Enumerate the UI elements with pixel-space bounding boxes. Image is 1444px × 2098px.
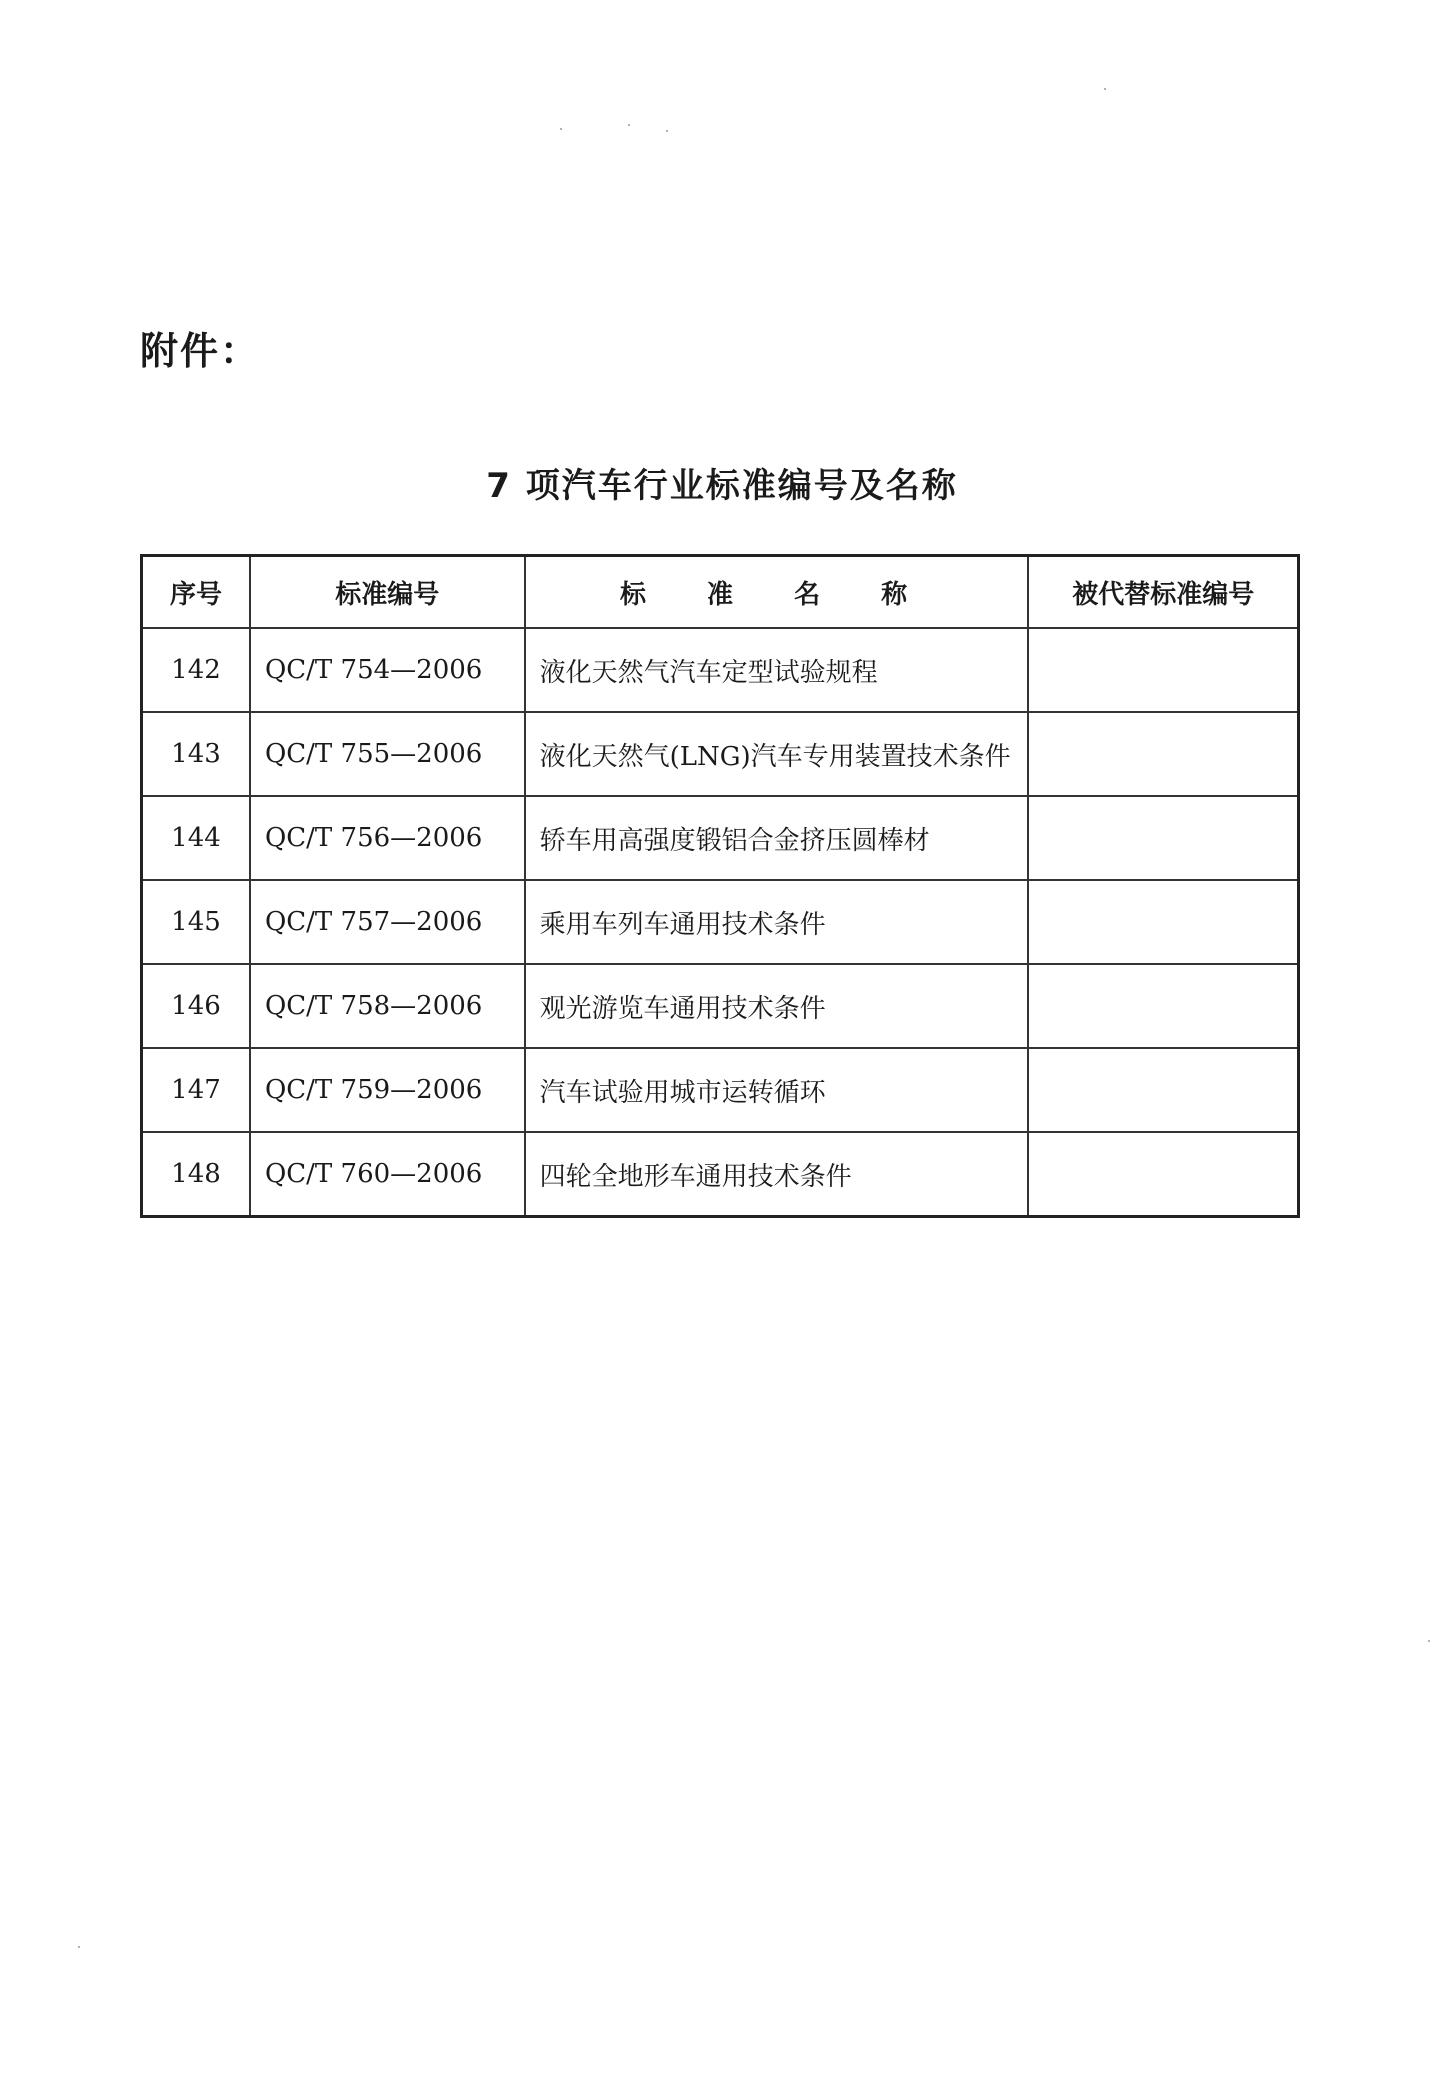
cell-seq: 147	[142, 1048, 250, 1132]
cell-replaced	[1028, 964, 1298, 1048]
cell-seq: 143	[142, 712, 250, 796]
header-name: 标 准 名 称	[525, 556, 1029, 629]
header-code: 标准编号	[250, 556, 525, 629]
cell-seq: 148	[142, 1132, 250, 1217]
cell-replaced	[1028, 712, 1298, 796]
cell-seq: 146	[142, 964, 250, 1048]
scan-speck	[1428, 1640, 1430, 1642]
table-header-row	[142, 556, 1299, 629]
standards-table	[140, 554, 1300, 1218]
table-row	[142, 628, 1299, 712]
table-row	[142, 1048, 1299, 1132]
cell-code: QC/T 758—2006	[250, 964, 525, 1048]
scan-speck	[1104, 88, 1106, 90]
cell-name: 液化天然气(LNG)汽车专用装置技术条件	[525, 712, 1029, 796]
cell-name: 观光游览车通用技术条件	[525, 964, 1029, 1048]
scan-speck	[78, 1946, 80, 1948]
cell-replaced	[1028, 796, 1298, 880]
cell-replaced	[1028, 880, 1298, 964]
scan-speck	[560, 128, 562, 130]
cell-seq: 145	[142, 880, 250, 964]
header-replaced: 被代替标准编号	[1028, 556, 1298, 629]
cell-seq: 144	[142, 796, 250, 880]
cell-seq: 142	[142, 628, 250, 712]
table-row	[142, 796, 1299, 880]
scan-speck	[666, 130, 668, 132]
cell-name: 四轮全地形车通用技术条件	[525, 1132, 1029, 1217]
cell-code: QC/T 754—2006	[250, 628, 525, 712]
cell-name: 乘用车列车通用技术条件	[525, 880, 1029, 964]
cell-code: QC/T 757—2006	[250, 880, 525, 964]
cell-name: 轿车用高强度锻铝合金挤压圆棒材	[525, 796, 1029, 880]
table-row	[142, 880, 1299, 964]
table-row	[142, 1132, 1299, 1217]
document-title: 7 项汽车行业标准编号及名称	[486, 466, 958, 506]
cell-replaced	[1028, 1132, 1298, 1217]
cell-name: 汽车试验用城市运转循环	[525, 1048, 1029, 1132]
table-row	[142, 712, 1299, 796]
cell-replaced	[1028, 628, 1298, 712]
cell-replaced	[1028, 1048, 1298, 1132]
cell-name: 液化天然气汽车定型试验规程	[525, 628, 1029, 712]
header-seq: 序号	[142, 556, 250, 629]
table-row	[142, 964, 1299, 1048]
cell-code: QC/T 755—2006	[250, 712, 525, 796]
attachment-label: 附件：	[140, 329, 261, 373]
cell-code: QC/T 759—2006	[250, 1048, 525, 1132]
cell-code: QC/T 760—2006	[250, 1132, 525, 1217]
cell-code: QC/T 756—2006	[250, 796, 525, 880]
scan-speck	[628, 124, 630, 126]
